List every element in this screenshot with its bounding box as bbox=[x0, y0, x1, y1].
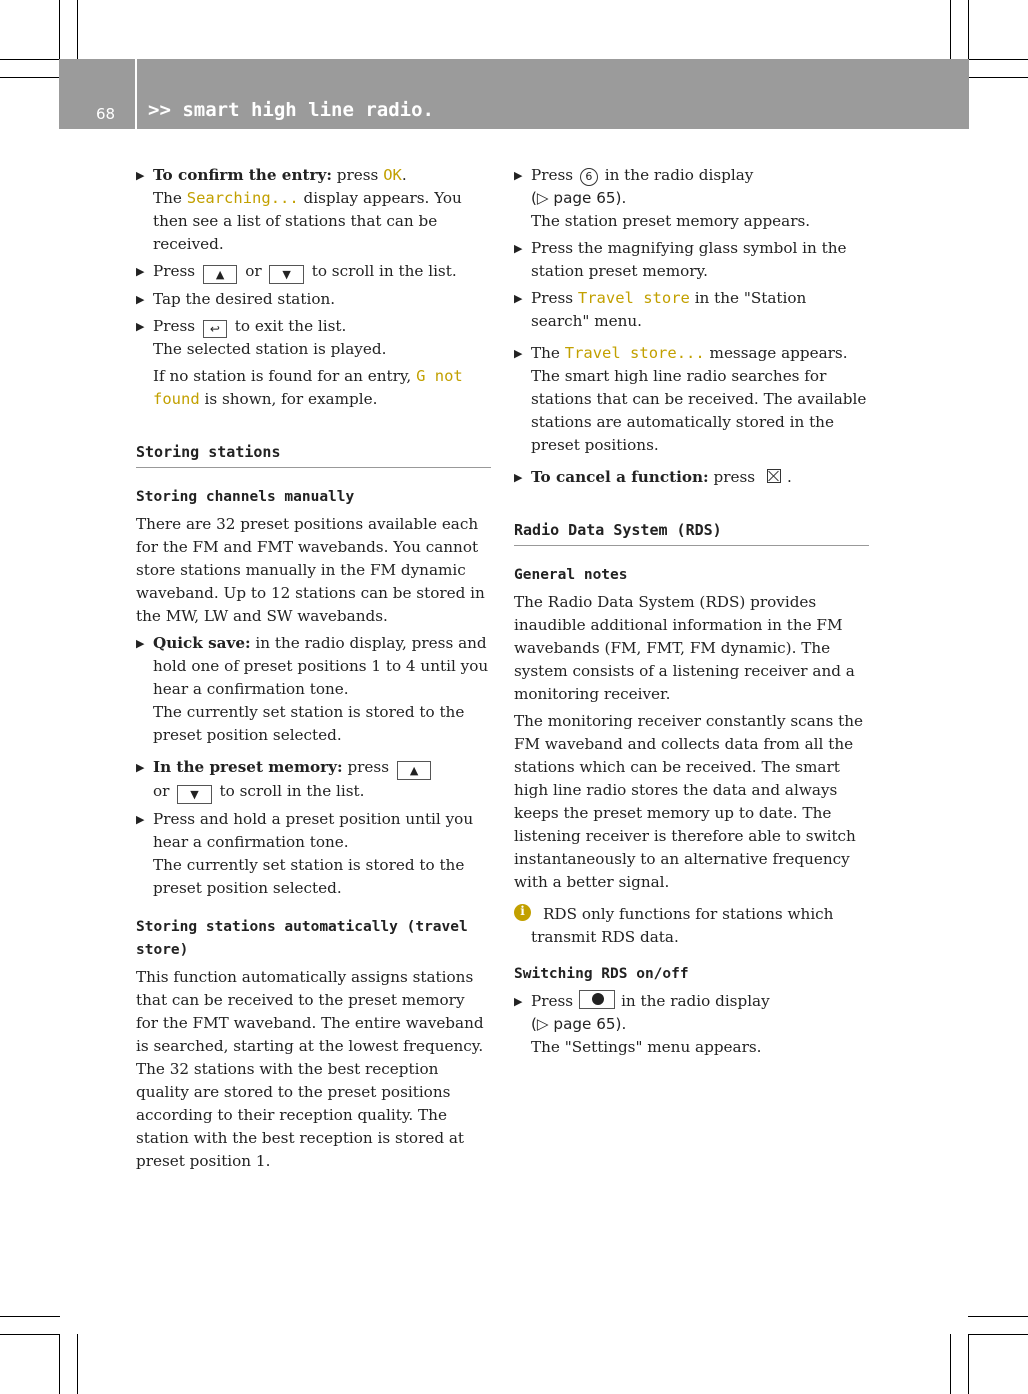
crop-mark bbox=[968, 0, 969, 60]
info-icon: i bbox=[514, 904, 531, 921]
step-text bbox=[531, 342, 869, 365]
result-text bbox=[153, 187, 491, 256]
step-text bbox=[153, 315, 491, 338]
step-scroll bbox=[136, 260, 491, 284]
crop-mark bbox=[77, 1334, 78, 1394]
down-arrow-button-icon: ▼ bbox=[269, 265, 303, 284]
crop-mark bbox=[59, 1334, 60, 1394]
text: press bbox=[336, 166, 379, 184]
rds-paragraph-1: The Radio Data System (RDS) provides inaudible additional information in the FM wavebands (FM, FMT, FM dynamic). The system consists of a listening receiver and a monitoring receiver. bbox=[514, 593, 855, 703]
text: to exit the list. bbox=[234, 317, 347, 335]
arrow-icon: ▶ bbox=[514, 242, 523, 255]
step-travel-message bbox=[514, 342, 869, 457]
text: message appears. bbox=[709, 344, 848, 362]
step-press-6 bbox=[514, 164, 869, 233]
page-reference: (▷ page 65). bbox=[531, 1015, 627, 1033]
cancel-x-icon bbox=[767, 469, 781, 483]
crop-mark bbox=[968, 1334, 1028, 1335]
header-divider bbox=[135, 59, 137, 129]
page-reference: (▷ page 65). bbox=[531, 189, 627, 207]
right-column bbox=[514, 164, 869, 1059]
rds-paragraph-2: The monitoring receiver constantly scans the FM waveband and collects data from all the stations which can be received. The smart high line radio stores the data and always keeps the preset memory up to date. The listening receiver is therefore able to switch instantaneously to an alternative frequency with a better signal. bbox=[514, 712, 864, 891]
crop-mark bbox=[950, 1334, 951, 1394]
subheading-general-notes: General notes bbox=[514, 567, 628, 583]
text: in the "Station search" menu. bbox=[531, 289, 807, 330]
result-text: The smart high line radio searches for stations that can be received. The available stations are automatically stored in the preset positions. bbox=[531, 367, 867, 454]
step-preset-memory bbox=[136, 756, 491, 804]
step-text bbox=[153, 260, 491, 284]
step-quick-save bbox=[136, 632, 491, 747]
step-press-settings bbox=[514, 990, 869, 1059]
crop-mark bbox=[950, 0, 951, 60]
result-text: The currently set station is stored to the preset position selected. bbox=[153, 703, 465, 744]
text: Press bbox=[531, 992, 574, 1010]
button-6-icon: 6 bbox=[580, 168, 598, 186]
arrow-icon: ▶ bbox=[136, 761, 145, 774]
text: in the radio display bbox=[604, 166, 754, 184]
text: to scroll in the list. bbox=[219, 782, 365, 800]
up-arrow-button-icon: ▲ bbox=[397, 761, 431, 780]
step-text: Tap the desired station. bbox=[153, 290, 336, 308]
settings-gear-icon bbox=[579, 990, 615, 1009]
subheading-storing-auto: Storing stations automatically (travel store) bbox=[136, 919, 468, 958]
step-text bbox=[531, 164, 869, 187]
result-text: The "Settings" menu appears. bbox=[531, 1038, 762, 1056]
page-title: >> smart high line radio. bbox=[148, 99, 434, 121]
crop-mark bbox=[968, 1316, 1028, 1317]
text: If no station is found for an entry, bbox=[153, 367, 412, 385]
text: press bbox=[713, 468, 756, 486]
step-text: To cancel a function: press . bbox=[531, 468, 792, 486]
section-heading-rds: Radio Data System (RDS) bbox=[514, 519, 869, 546]
text: Press bbox=[153, 317, 196, 335]
auto-paragraph: This function automatically assigns stations that can be received to the preset memory for the FMT waveband. The entire waveband is searched, starting at the lowest frequency. The 32 stations with the best reception quality are stored to the preset positions according to their reception quality. The station with the best reception is stored at preset position 1. bbox=[136, 968, 484, 1170]
arrow-icon: ▶ bbox=[136, 265, 145, 278]
page-number: 68 bbox=[96, 105, 116, 123]
text: press bbox=[347, 758, 389, 776]
step-press-hold bbox=[136, 808, 491, 900]
up-arrow-button-icon: ▲ bbox=[203, 265, 237, 284]
text: or bbox=[153, 782, 170, 800]
page-header bbox=[59, 59, 969, 129]
text: Press bbox=[153, 262, 196, 280]
section-heading-storing-stations: Storing stations bbox=[136, 441, 491, 468]
result-text: The currently set station is stored to the preset position selected. bbox=[153, 856, 465, 897]
text: display appears. You then see a list of stations that can be received. bbox=[153, 189, 462, 253]
step-cancel bbox=[514, 466, 869, 489]
crop-mark bbox=[0, 77, 60, 78]
crop-mark bbox=[968, 1334, 969, 1394]
crop-mark bbox=[0, 1334, 60, 1335]
manual-paragraph: There are 32 preset positions available each for the FM and FMT wavebands. You cannot store stations manually in the FM dynamic waveband. Up to 12 stations can be stored in the MW, LW and SW wavebands. bbox=[136, 515, 485, 625]
text: The bbox=[153, 189, 182, 207]
step-confirm bbox=[136, 164, 491, 256]
text: or bbox=[245, 262, 262, 280]
step-travel-store bbox=[514, 287, 869, 333]
step-text: Press and hold a preset position until you hear a confirmation tone. bbox=[153, 810, 474, 851]
display-not-found: G not found bbox=[153, 367, 463, 408]
left-column bbox=[136, 164, 491, 1173]
result-text: The station preset memory appears. bbox=[531, 212, 811, 230]
result-text: The selected station is played. bbox=[153, 340, 387, 358]
step-text bbox=[531, 990, 869, 1013]
arrow-icon: ▶ bbox=[514, 347, 523, 360]
step-label: To confirm the entry: bbox=[153, 166, 332, 184]
text: in the radio display bbox=[621, 992, 770, 1010]
display-travel-store: Travel store bbox=[577, 289, 690, 307]
display-travel-store-dots: Travel store... bbox=[564, 344, 705, 362]
arrow-icon: ▶ bbox=[514, 471, 523, 484]
note-text: RDS only functions for stations which transmit RDS data. bbox=[531, 905, 834, 946]
text: to scroll in the list. bbox=[311, 262, 457, 280]
arrow-icon: ▶ bbox=[514, 995, 523, 1008]
arrow-icon: ▶ bbox=[136, 637, 145, 650]
arrow-icon: ▶ bbox=[136, 813, 145, 826]
crop-mark bbox=[968, 77, 1028, 78]
step-text bbox=[153, 632, 491, 701]
crop-mark bbox=[0, 1316, 60, 1317]
arrow-icon: ▶ bbox=[514, 169, 523, 182]
back-button-icon: ↩ bbox=[203, 320, 227, 338]
step-text bbox=[153, 756, 491, 804]
arrow-icon: ▶ bbox=[136, 293, 145, 306]
step-label: In the preset memory: bbox=[153, 758, 343, 776]
subheading-switching-rds: Switching RDS on/off bbox=[514, 966, 689, 982]
step-label: To cancel a function: bbox=[531, 468, 709, 486]
text: Press bbox=[531, 289, 574, 307]
display-ok: OK bbox=[383, 166, 402, 184]
arrow-icon: ▶ bbox=[136, 320, 145, 333]
arrow-icon: ▶ bbox=[136, 169, 145, 182]
down-arrow-button-icon: ▼ bbox=[177, 785, 211, 804]
step-exit bbox=[136, 315, 491, 411]
display-searching: Searching... bbox=[186, 189, 299, 207]
text: The bbox=[531, 344, 560, 362]
step-text: To confirm the entry: press OK. bbox=[153, 166, 407, 184]
note-text bbox=[153, 365, 491, 411]
text: is shown, for example. bbox=[204, 390, 378, 408]
crop-mark bbox=[77, 0, 78, 60]
step-magnifier bbox=[514, 237, 869, 283]
text: in the radio display, press and hold one of preset positions 1 to 4 until you hear a confirmation tone. bbox=[153, 634, 489, 698]
text: Press bbox=[531, 166, 574, 184]
step-tap bbox=[136, 288, 491, 311]
step-text: Press the magnifying glass symbol in the station preset memory. bbox=[531, 239, 847, 280]
crop-mark bbox=[59, 0, 60, 60]
step-label: Quick save: bbox=[153, 634, 251, 652]
arrow-icon: ▶ bbox=[514, 292, 523, 305]
info-note bbox=[514, 903, 869, 949]
crop-mark bbox=[968, 59, 1028, 60]
crop-mark bbox=[0, 59, 60, 60]
subheading-storing-manually: Storing channels manually bbox=[136, 489, 355, 505]
step-text bbox=[531, 287, 869, 333]
